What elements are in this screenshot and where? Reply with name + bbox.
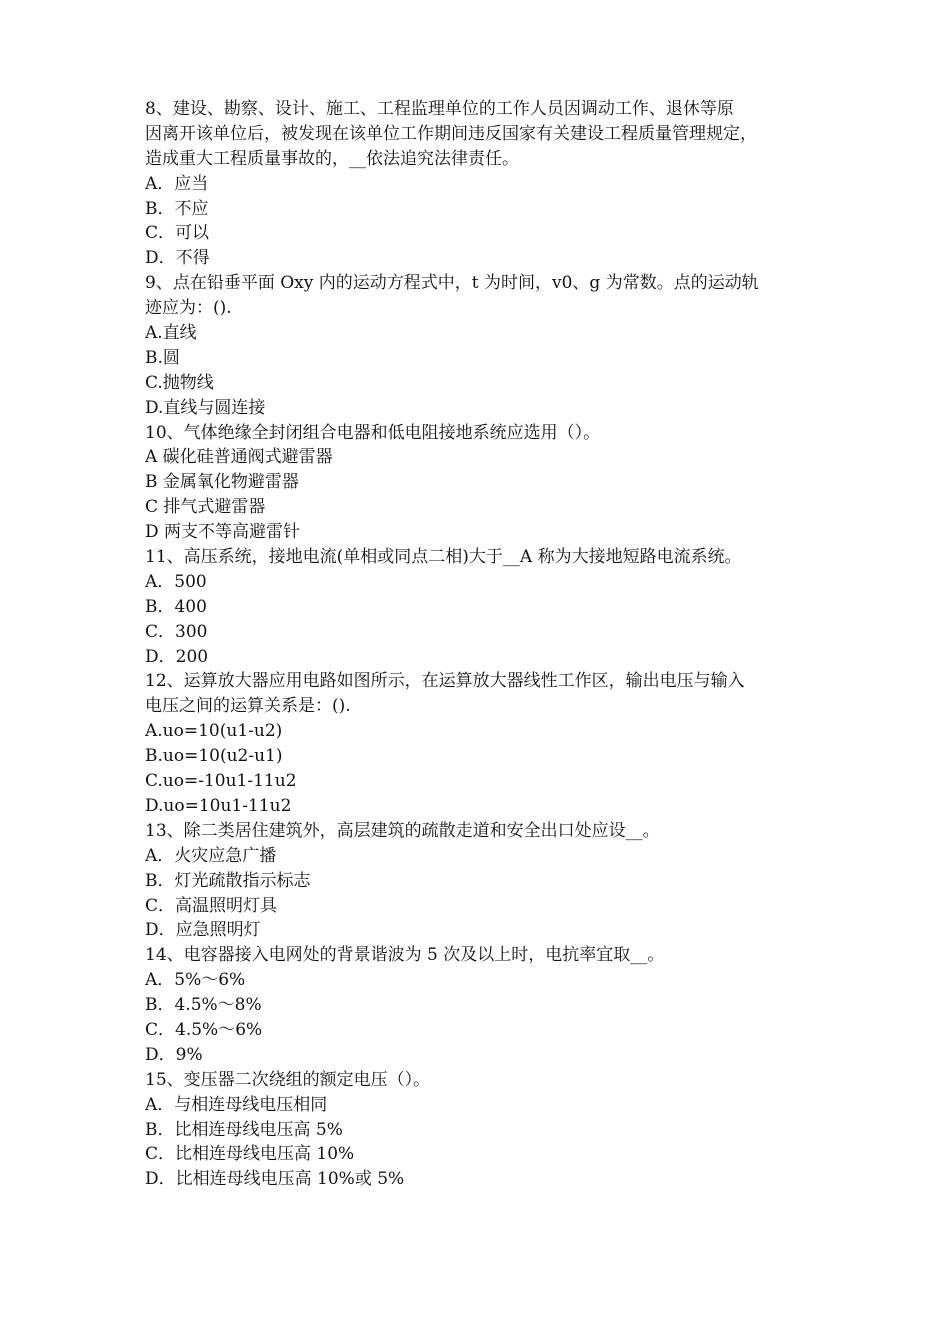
q14-option-d: D．9% [145, 1044, 203, 1065]
q9-option-a: A.直线 [145, 323, 197, 344]
q11-option-d: D．200 [145, 646, 209, 667]
q9-text-line-2: 迹应为：(). [145, 298, 232, 319]
q12-text-line-2: 电压之间的运算关系是：(). [145, 696, 351, 717]
q13-option-c: C．高温照明灯具 [145, 895, 278, 916]
q14-option-a: A．5%～6% [145, 970, 246, 991]
q13-option-b: B．灯光疏散指示标志 [145, 870, 311, 891]
q9-text-line-1: 9、点在铅垂平面 Oxy 内的运动方程式中，t 为时间，v0、g 为常数。点的运动轨 [145, 273, 759, 294]
q10-text: 10、气体绝缘全封闭组合电器和低电阻接地系统应选用（）。 [145, 422, 601, 443]
document-body [145, 97, 815, 1192]
q8-option-d: D．不得 [145, 248, 210, 269]
q12-option-b: B.uo=10(u2-u1) [145, 746, 283, 767]
q8-option-b: B．不应 [145, 198, 209, 219]
q11-option-c: C．300 [145, 621, 208, 642]
q12-option-d: D.uo=10u1-11u2 [145, 795, 292, 816]
q11-option-a: A．500 [145, 571, 207, 592]
q12-option-c: C.uo=-10u1-11u2 [145, 771, 297, 792]
q13-text: 13、除二类居住建筑外，高层建筑的疏散走道和安全出口处应设__。 [145, 820, 660, 841]
q13-option-a: A．火灾应急广播 [145, 845, 277, 866]
q15-option-b: B．比相连母线电压高 5% [145, 1119, 343, 1140]
q10-option-b: B 金属氧化物避雷器 [145, 472, 299, 493]
q9-option-b: B.圆 [145, 347, 180, 368]
q8-text-line-2: 因离开该单位后，被发现在该单位工作期间违反国家有关建设工程质量管理规定， [145, 123, 757, 144]
q9-option-c: C.抛物线 [145, 372, 214, 393]
q10-option-d: D 两支不等高避雷针 [145, 522, 301, 543]
q15-option-c: C．比相连母线电压高 10% [145, 1144, 355, 1165]
q9-option-d: D.直线与圆连接 [145, 397, 266, 418]
q14-option-b: B．4.5%～8% [145, 995, 262, 1016]
q10-option-c: C 排气式避雷器 [145, 497, 266, 518]
q12-text-line-1: 12、运算放大器应用电路如图所示，在运算放大器线性工作区，输出电压与输入 [145, 671, 745, 692]
q8-option-c: C．可以 [145, 223, 210, 244]
q10-option-a: A 碳化硅普通阀式避雷器 [145, 447, 333, 468]
q12-option-a: A.uo=10(u1-u2) [145, 721, 283, 742]
q8-option-a: A．应当 [145, 173, 209, 194]
q13-option-d: D．应急照明灯 [145, 920, 261, 941]
q15-option-a: A．与相连母线电压相同 [145, 1094, 328, 1115]
q14-option-c: C．4.5%～6% [145, 1019, 263, 1040]
q8-text-line-3: 造成重大工程质量事故的，__依法追究法律责任。 [145, 148, 519, 169]
q11-option-b: B．400 [145, 596, 207, 617]
q14-text: 14、电容器接入电网处的背景谐波为 5 次及以上时，电抗率宜取__。 [145, 945, 665, 966]
q8-text-line-1: 8、建设、勘察、设计、施工、工程监理单位的工作人员因调动工作、退休等原 [145, 99, 734, 119]
q11-text: 11、高压系统，接地电流(单相或同点二相)大于__A 称为大接地短路电流系统。 [145, 547, 742, 568]
q15-text: 15、变压器二次绕组的额定电压（）。 [145, 1069, 431, 1090]
q15-option-d: D．比相连母线电压高 10%或 5% [145, 1169, 405, 1190]
